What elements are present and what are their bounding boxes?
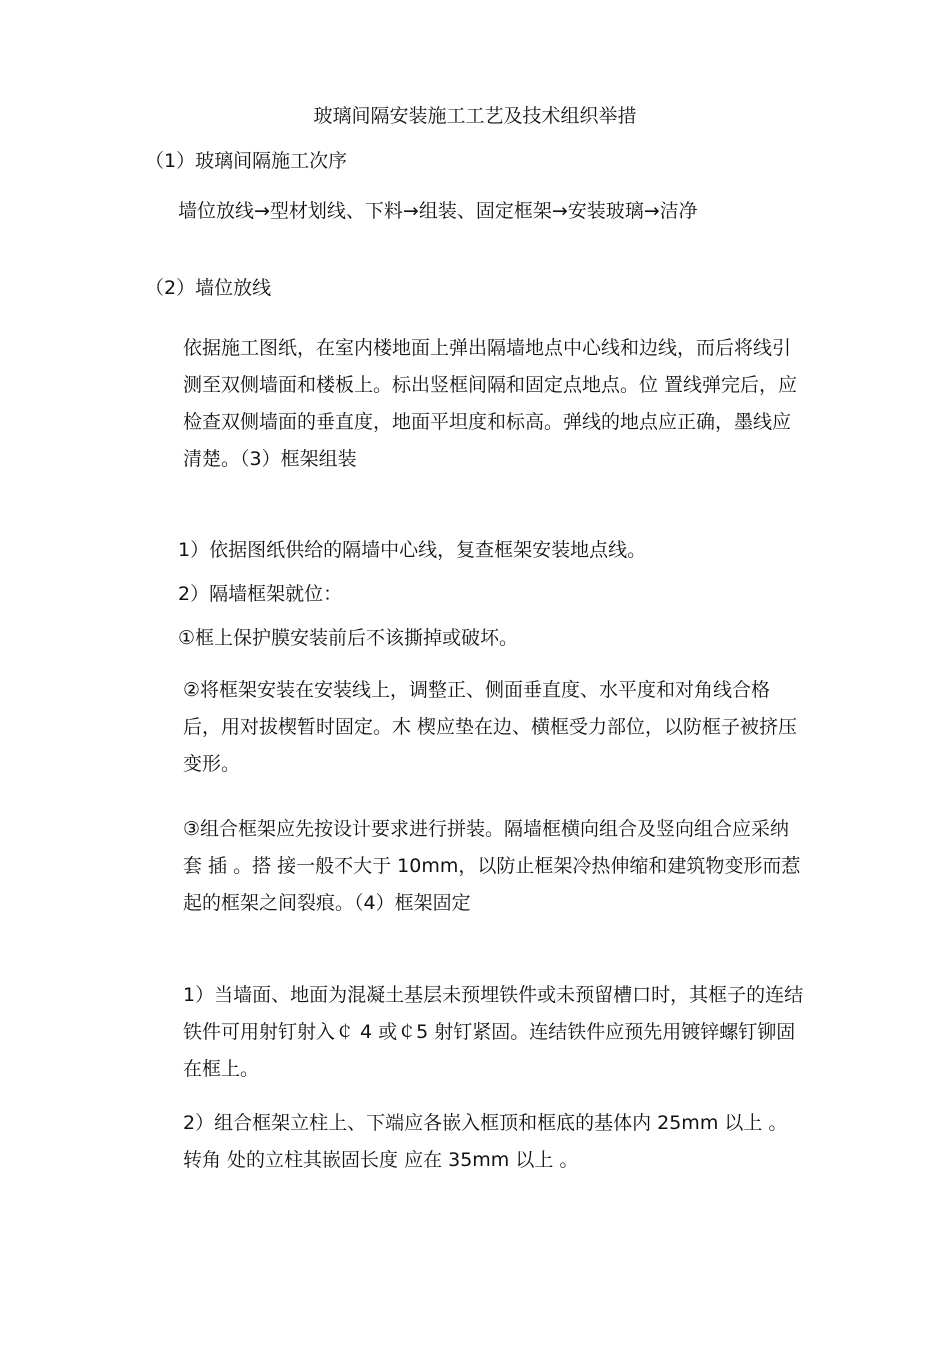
section3-subitem-1: ①框上保护膜安装前后不该撕掉或破坏。 [178,627,519,649]
section4-item-1: 1）当墙面、地面为混凝土基层未预埋铁件或未预留槽口时，其框子的连结铁件可用射钉射入￠ 4 或￠5 射钉紧固。连结铁件应预先用镀锌螺钉铆固在框上。 [183,984,804,1080]
section3-subitem-2: ②将框架安装在安装线上，调整正、侧面垂直度、水平度和对角线合格后，用对拔楔暂时固定。木 楔应垫在边、横框受力部位，以防框子被挤压变形。 [183,679,798,775]
construction-sequence-flow: 墙位放线→型材划线、下料→组装、固定框架→安装玻璃→洁净 [178,200,698,222]
document-title: 玻璃间隔安装施工工艺及技术组织举措 [313,105,637,127]
section3-subitem-3-paragraph [145,811,805,922]
section3-subitem-2-paragraph [145,672,805,783]
section2-body: 依据施工图纸，在室内楼地面上弹出隔墙地点中心线和边线，而后将线引测至双侧墙面和楼板上。标出竖框间隔和固定点地点。位 置线弹完后，应检查双侧墙面的垂直度，地面平坦度和标高。弹线的地点应正确，墨线应清楚。（3）框架组装 [183,337,798,470]
section3-item-2: 2）隔墙框架就位： [178,583,343,605]
section3-item-1: 1）依据图纸供给的隔墙中心线，复查框架安装地点线。 [178,539,647,561]
section2-heading: （2）墙位放线 [145,277,272,299]
section1-heading: （1）玻璃间隔施工次序 [145,150,348,172]
section2-paragraph [145,330,805,478]
section4-item-1-paragraph [145,977,805,1088]
section4-item-2: 2）组合框架立柱上、下端应各嵌入框顶和框底的基体内 25mm 以上 。 转角 处的立柱其嵌固长度 应在 35mm 以上 。 [183,1112,788,1171]
section4-item-2-paragraph [145,1105,805,1179]
section3-subitem-3: ③组合框架应先按设计要求进行拼装。隔墙框横向组合及竖向组合应采纳套 插 。搭 接一般不大于 10mm，以防止框架冷热伸缩和建筑物变形而惹起的框架之间裂痕。（4）框架固定 [183,818,801,914]
